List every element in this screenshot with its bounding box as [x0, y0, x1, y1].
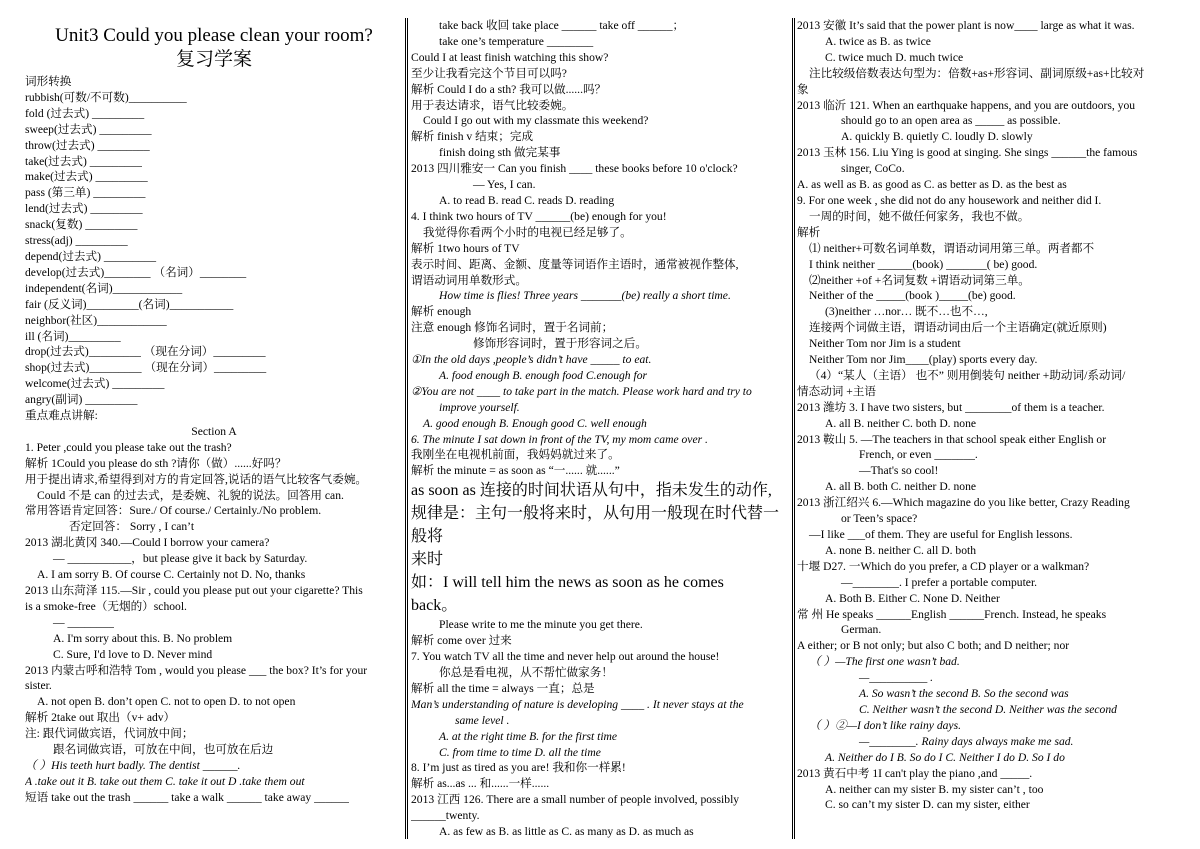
column-2-lines: [411, 18, 793, 840]
text-line: 解析 Could I do a sth? 我可以做......吗？: [411, 82, 607, 96]
text-line: — ________: [53, 615, 114, 629]
text-line: Could I at least finish watching this show?: [411, 50, 609, 64]
text-line: independent(名词)____________: [25, 281, 183, 295]
text-line: develop(过去式)________ （名词）________: [25, 265, 247, 279]
text-line: angry(副词) _________: [25, 393, 138, 407]
text-line: 9. For one week , she did not do any housework and neither did I.: [797, 193, 1102, 207]
text-line: C. Neither wasn’t the second D. Neither was the second: [859, 702, 1117, 716]
text-line: ⑴ neither+可数名词单数，谓语动词用第三单。两者都不: [809, 241, 1095, 255]
text-line: 十堰 D27. 一Which do you prefer, a CD player or a walkman?: [797, 559, 1090, 573]
text-line: sweep(过去式) _________: [25, 122, 152, 136]
text-line: C. from time to time D. all the time: [439, 745, 601, 759]
text-line: 如：I will tell him the news as soon as he comes: [411, 574, 724, 592]
text-line: A. not open B. don’t open C. not to open D. to not open: [37, 695, 296, 709]
text-line: A. quickly B. quietly C. loudly D. slowly: [841, 130, 1033, 144]
text-line: 7. You watch TV all the time and never help out around the house!: [411, 650, 720, 664]
text-line: neighbor(社区)____________: [25, 313, 167, 327]
text-line: 2013 浙江绍兴 6.—Which magazine do you like better, Crazy Reading: [797, 496, 1130, 510]
text-line: Section A: [191, 424, 237, 438]
text-line: A. So wasn’t the second B. So the second was: [859, 687, 1069, 701]
text-line: —I like ___of them. They are useful for English lessons.: [809, 528, 1073, 541]
text-line: 解析 come over 过来: [411, 634, 512, 648]
text-line: should go to an open area as _____ as possible.: [841, 114, 1061, 128]
text-line: 表示时间、距离、金额、度量等词语作主语时，通常被视作整体,: [411, 257, 739, 271]
text-line: Please write to me the minute you get there.: [439, 618, 643, 632]
text-line: 解析 finish v 结束；完成: [411, 130, 534, 144]
text-line: 跟名词做宾语，可放在中间，也可放在后边: [53, 743, 274, 757]
text-line: —________. I prefer a portable computer.: [841, 575, 1038, 589]
text-line: 短语 take out the trash ______ take a walk ______ take away ______: [25, 790, 349, 804]
text-line: 注比较级倍数表达句型为：倍数+as+形容词、副词原级+as+比较对: [809, 66, 1145, 80]
text-line: improve yourself.: [439, 400, 520, 414]
text-line: 我刚坐在电视机前面，我妈妈就过来了。: [411, 448, 620, 462]
text-line: throw(过去式) _________: [25, 138, 150, 152]
column-1: [25, 18, 403, 806]
text-line: A. neither can my sister B. my sister can’t , too: [825, 782, 1044, 796]
text-line: A. at the right time B. for the first time: [439, 729, 618, 743]
text-line: 至少让我看完这个节目可以吗?: [411, 66, 567, 80]
text-line: 常 州 He speaks ______English ______French. Instead, he speaks: [797, 607, 1107, 621]
text-line: A. food enough B. enough food C.enough for: [439, 368, 648, 382]
text-line: 注: 跟代词做宾语，代词放中间；: [25, 727, 194, 741]
text-line: A. all B. both C. neither D. none: [825, 480, 977, 494]
text-line: 2013 山东菏泽 115.—Sir , could you please put out your cigarette? This: [25, 584, 363, 597]
text-line: A. all B. neither C. both D. none: [825, 416, 977, 430]
text-line: 我觉得你看两个小时的电视已经足够了。: [423, 225, 632, 239]
text-line: 2013 临沂 121. When an earthquake happens, and you are outdoors, you: [797, 98, 1136, 112]
text-line: drop(过去式)_________ （现在分词）_________: [25, 345, 266, 359]
text-line: (3)neither …nor… 既不…也不…,: [825, 305, 988, 319]
page-subtitle: 复习学案: [175, 49, 252, 70]
text-line: 用于提出请求,希望得到对方的肯定回答,说话的语气比较客气委婉。: [25, 472, 368, 486]
text-line: 谓语动词用单数形式。: [411, 273, 527, 287]
text-line: 2013 安徽 It’s said that the power plant is now____ large as what it was.: [797, 19, 1135, 32]
text-line: （ ）—The first one wasn’t bad.: [809, 655, 960, 669]
text-line: 1. Peter ,could you please take out the trash?: [25, 440, 232, 454]
text-line: stress(adj) _________: [25, 234, 128, 248]
text-line: 2013 黄石中考 1I can't play the piano ,and _____.: [797, 766, 1033, 780]
text-line: —________. Rainy days always make me sad.: [859, 734, 1074, 748]
text-line: 解析 enough: [411, 305, 472, 319]
text-line: A. Neither do I B. So do I C. Neither I do D. So I do: [825, 750, 1065, 764]
text-line: rubbish(可数/不可数)__________: [25, 90, 187, 104]
text-line: I think neither ______(book) _______( be) good.: [809, 257, 1038, 271]
text-line: 8. I’m just as tired as you are! 我和你一样累!: [411, 761, 626, 775]
text-line: French, or even _______.: [859, 448, 978, 462]
text-line: 修饰形容词时，置于形容词之后。: [473, 337, 647, 351]
text-line: 解析 1Could you please do sth ?请你（做）......好吗？: [25, 456, 287, 470]
text-line: 象: [797, 82, 809, 96]
text-line: snack(复数) _________: [25, 218, 138, 232]
text-line: depend(过去式) _________: [25, 249, 157, 263]
text-line: （ ）His teeth hurt badly. The dentist ______.: [25, 758, 241, 772]
text-line: as soon as 连接的时间状语从句中，指未发生的动作,: [411, 482, 772, 500]
text-line: Neither Tom nor Jim is a student: [809, 337, 961, 351]
column-3-lines: [797, 18, 1177, 813]
text-line: 连接两个词做主语，谓语动词由后一个主语确定(就近原则): [809, 321, 1107, 335]
text-line: （4）“某人（主语） 也不” 则用倒装句 neither +助动词/系动词/: [809, 368, 1126, 382]
text-line: pass (第三单) _________: [25, 186, 146, 200]
page-title: Unit3 Could you please clean your room?: [55, 25, 373, 46]
text-line: 重点难点讲解:: [25, 409, 98, 423]
column-2: [411, 18, 793, 840]
text-line: finish doing sth 做完某事: [439, 146, 561, 160]
text-line: same level .: [455, 713, 510, 727]
text-line: 4. I think two hours of TV ______(be) enough for you!: [411, 209, 667, 223]
text-line: sister.: [25, 679, 52, 693]
text-line: ill (名词)_________: [25, 329, 121, 343]
text-line: 2013 湖北黄冈 340.—Could I borrow your camera?: [25, 536, 270, 550]
text-line: Neither Tom nor Jim____(play) sports every day.: [809, 353, 1038, 367]
text-line: A either; or B not only; but also C both; and D neither; nor: [797, 639, 1070, 653]
text-line: 解析 1two hours of TV: [411, 241, 520, 255]
text-line: （ ）②—I don’t like rainy days.: [809, 718, 961, 732]
text-line: 情态动词 +主语: [797, 384, 876, 398]
text-line: 用于表达请求，语气比较委婉。: [411, 98, 574, 112]
text-line: 规律是：主句一般将来时，从句用一般现在时代替一般将: [411, 505, 780, 546]
text-line: 2013 四川雅安一 Can you finish ____ these books before 10 o'clock?: [411, 162, 738, 176]
text-line: Could I go out with my classmate this weekend?: [423, 114, 649, 128]
text-line: A. as few as B. as little as C. as many as D. as much as: [439, 825, 694, 839]
text-line: 来时: [411, 551, 444, 569]
text-line: take(过去式) _________: [25, 154, 142, 168]
text-line: 解析 the minute = as soon as “一...... 就......”: [411, 464, 620, 478]
column-3: [797, 18, 1177, 813]
text-line: 解析 all the time = always 一直；总是: [411, 681, 595, 695]
text-line: ⑵neither +of +名词复数 +谓语动词第三单。: [809, 273, 1030, 287]
text-line: 词形转换: [25, 75, 72, 88]
text-line: 常用答语肯定回答：Sure./ Of course./ Certainly./No problem.: [25, 504, 322, 518]
text-line: —That's so cool!: [859, 464, 939, 478]
text-line: 否定回答： Sorry , I can’t: [69, 520, 195, 534]
text-line: C. Sure, I'd love to D. Never mind: [53, 647, 213, 661]
text-line: 一周的时间，她不做任何家务，我也不做。: [809, 209, 1030, 223]
text-line: fold (过去式) _________: [25, 106, 145, 120]
text-line: ②You are not ____ to take part in the match. Please work hard and try to: [411, 384, 752, 398]
text-line: 解析 2take out 取出（v+ adv）: [25, 711, 176, 725]
text-line: 解析 as...as ... 和......一样......: [411, 777, 550, 791]
text-line: take one’s temperature ________: [439, 34, 594, 48]
text-line: make(过去式) _________: [25, 170, 148, 184]
text-line: — Yes, I can.: [473, 178, 536, 192]
text-line: —__________ .: [859, 671, 934, 685]
text-line: shop(过去式)_________ （现在分词）_________: [25, 361, 267, 375]
text-line: lend(过去式) _________: [25, 202, 143, 216]
text-line: 解析: [797, 225, 821, 239]
text-line: C. twice much D. much twice: [825, 50, 964, 64]
text-line: take back 收回 take place ______ take off ______；: [439, 19, 685, 32]
text-line: singer, CoCo.: [841, 162, 905, 176]
text-line: 注意 enough 修饰名词时，置于名词前；: [411, 321, 614, 335]
text-line: back。: [411, 597, 458, 615]
text-line: 6. The minute I sat down in front of the TV, my mom came over .: [411, 432, 708, 446]
text-line: A. good enough B. Enough good C. well enough: [423, 416, 647, 430]
text-line: A. Both B. Either C. None D. Neither: [825, 591, 1000, 605]
text-line: A. none B. neither C. all D. both: [825, 543, 977, 557]
text-line: A. to read B. read C. reads D. reading: [439, 193, 615, 207]
text-line: Could 不是 can 的过去式，是委婉、礼貌的说法。回答用 can.: [37, 488, 344, 502]
text-line: is a smoke-free（无烟的）school.: [25, 599, 187, 613]
text-line: A. I am sorry B. Of course C. Certainly not D. No, thanks: [37, 568, 306, 582]
text-line: or Teen’s space?: [841, 512, 918, 526]
text-line: — ___________，but please give it back by Saturday.: [53, 552, 308, 566]
text-line: 你总是看电视，从不帮忙做家务！: [439, 666, 613, 679]
text-line: A .take out it B. take out them C. take it out D .take them out: [25, 774, 305, 788]
column-divider: [405, 18, 408, 839]
text-line: 2013 潍坊 3. I have two sisters, but ________of them is a teacher.: [797, 400, 1105, 414]
column-1-lines: [25, 74, 403, 806]
text-line: Man’s understanding of nature is developing ____ . It never stays at the: [411, 697, 744, 711]
text-line: ______twenty.: [411, 809, 480, 823]
text-line: A. as well as B. as good as C. as better as D. as the best as: [797, 178, 1067, 192]
text-line: Neither of the _____(book )_____(be) good.: [809, 289, 1016, 303]
text-line: A. twice as B. as twice: [825, 34, 931, 48]
text-line: C. so can’t my sister D. can my sister, either: [825, 798, 1030, 812]
text-line: 2013 鞍山 5. —The teachers in that school speak either English or: [797, 432, 1107, 446]
text-line: 2013 江西 126. There are a small number of people involved, possibly: [411, 793, 740, 807]
text-line: fair (反义词)_________(名词)___________: [25, 297, 234, 311]
text-line: 2013 内蒙古呼和浩特 Tom , would you please ___ the box? It’s for your: [25, 663, 368, 677]
text-line: 2013 玉林 156. Liu Ying is good at singing. She sings ______the famous: [797, 146, 1138, 160]
text-line: A. I'm sorry about this. B. No problem: [53, 631, 233, 645]
text-line: German.: [841, 623, 882, 637]
text-line: How time is flies! Three years _______(be) really a short time.: [439, 289, 731, 303]
text-line: welcome(过去式) _________: [25, 377, 165, 391]
text-line: ①In the old days ,people’s didn’t have _____ to eat.: [411, 353, 652, 367]
